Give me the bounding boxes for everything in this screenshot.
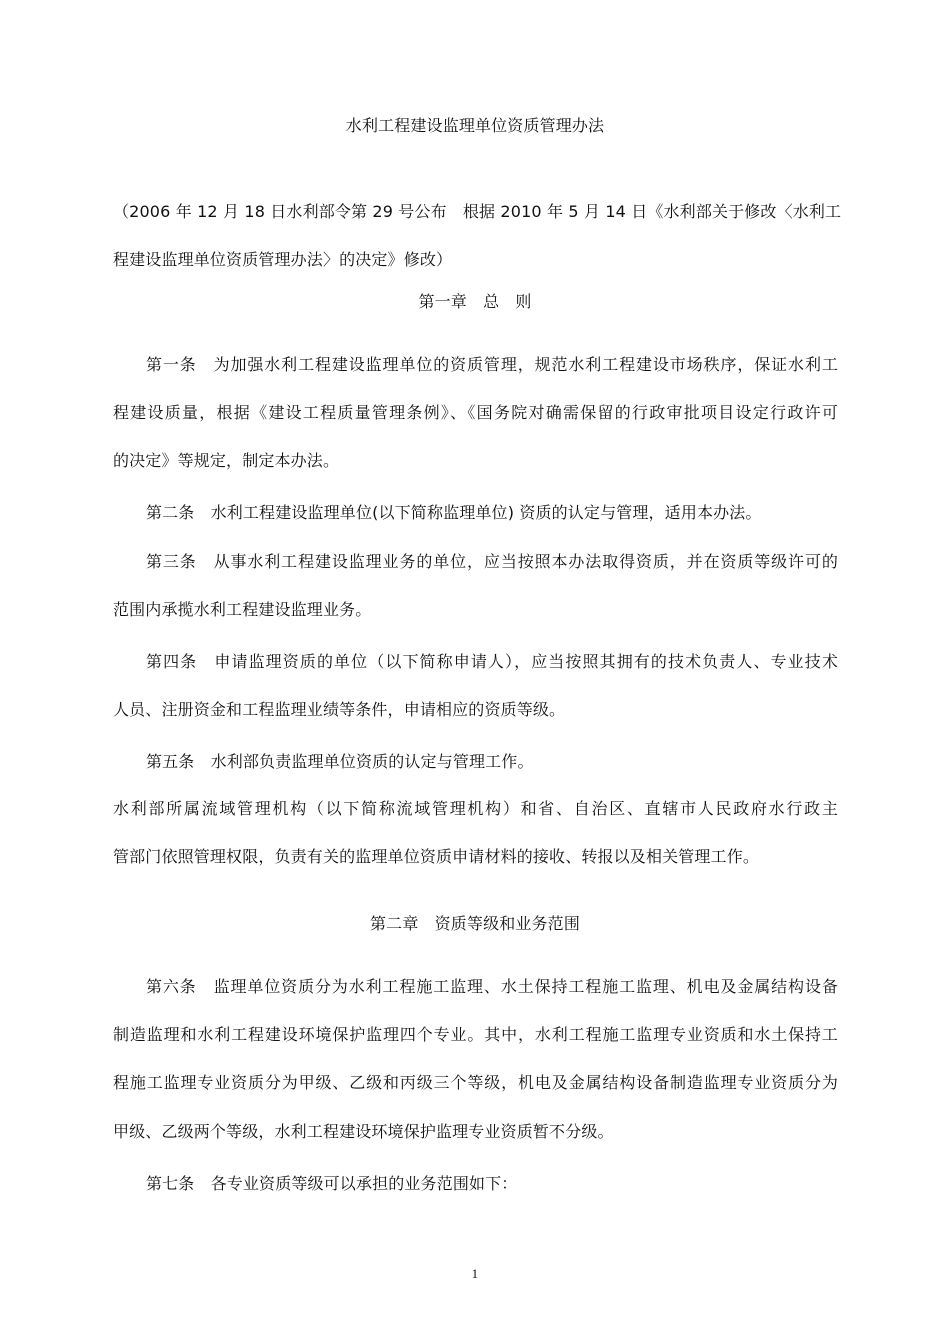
page-number: 1 <box>471 1266 479 1281</box>
article-1-line-1: 第一条 为加强水利工程建设监理单位的资质管理，规范水利工程建设市场秩序，保证水利工 <box>146 355 838 374</box>
article-5-line-1: 第五条 水利部负责监理单位资质的认定与管理工作。 <box>146 752 534 771</box>
source-note-line-2: 程建设监理单位资质管理办法〉的决定》修改） <box>113 250 453 269</box>
article-5-para-2-line-1: 水利部所属流域管理机构（以下简称流域管理机构）和省、自治区、直辖市人民政府水行政主 <box>113 799 838 818</box>
article-3-line-1: 第三条 从事水利工程建设监理业务的单位，应当按照本办法取得资质，并在资质等级许可的 <box>146 552 838 571</box>
article-5-para-2-line-2: 管部门依照管理权限，负责有关的监理单位资质申请材料的接收、转报以及相关管理工作。 <box>113 847 760 866</box>
article-3-line-2: 范围内承揽水利工程建设监理业务。 <box>113 600 372 619</box>
article-1-line-3: 的决定》等规定，制定本办法。 <box>113 451 340 470</box>
article-4-line-1: 第四条 申请监理资质的单位（以下简称申请人），应当按照其拥有的技术负责人、专业技术 <box>146 652 838 671</box>
chapter-1-heading: 第一章 总 则 <box>418 292 532 311</box>
article-6-line-3: 程施工监理专业资质分为甲级、乙级和丙级三个等级，机电及金属结构设备制造监理专业资质分为 <box>113 1073 838 1092</box>
article-7-line-1: 第七条 各专业资质等级可以承担的业务范围如下： <box>146 1174 518 1193</box>
article-6-line-1: 第六条 监理单位资质分为水利工程施工监理、水土保持工程施工监理、机电及金属结构设备 <box>146 977 838 996</box>
article-1-line-2: 程建设质量，根据《建设工程质量管理条例》、《国务院对确需保留的行政审批项目设定行政许可 <box>113 403 838 422</box>
document-title: 水利工程建设监理单位资质管理办法 <box>345 116 605 135</box>
chapter-2-heading: 第二章 资质等级和业务范围 <box>370 914 580 933</box>
source-note-line-1: （2006 年 12 月 18 日水利部令第 29 号公布 根据 2010 年 5 月 14 日《水利部关于修改〈水利工 <box>113 202 842 221</box>
article-4-line-2: 人员、注册资金和工程监理业绩等条件，申请相应的资质等级。 <box>113 700 566 719</box>
article-2-line-1: 第二条 水利工程建设监理单位(以下简称监理单位) 资质的认定与管理，适用本办法。 <box>146 503 762 522</box>
article-6-line-4: 甲级、乙级两个等级，水利工程建设环境保护监理专业资质暂不分级。 <box>113 1122 614 1141</box>
article-6-line-2: 制造监理和水利工程建设环境保护监理四个专业。其中，水利工程施工监理专业资质和水土保持工 <box>113 1025 838 1044</box>
